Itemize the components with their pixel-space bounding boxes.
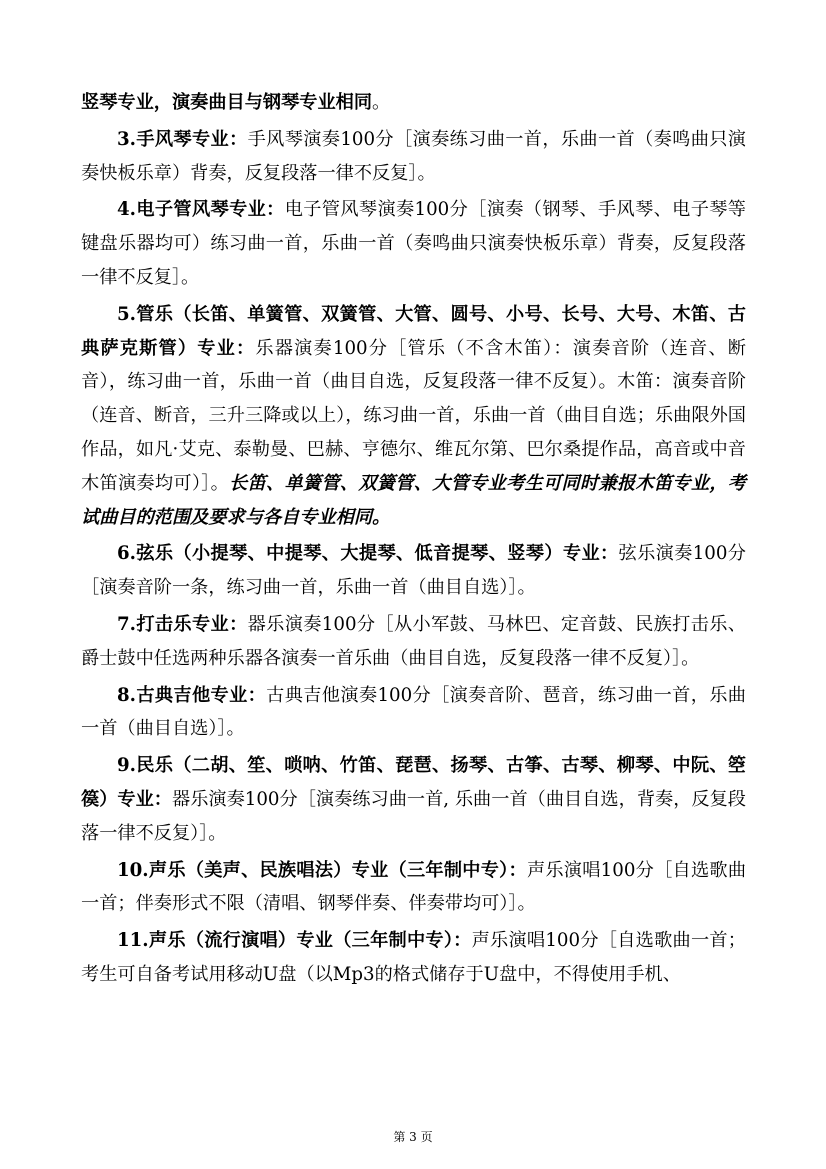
paragraph-text: 弦乐演奏100分［演奏音阶一条，练习曲一首，乐曲一首（曲目自选）］。 bbox=[81, 543, 746, 599]
paragraph bbox=[81, 298, 746, 535]
page-footer: 第 3 页 bbox=[393, 1130, 433, 1144]
paragraph bbox=[81, 679, 746, 747]
paragraph bbox=[81, 537, 746, 605]
paragraph bbox=[81, 854, 746, 922]
paragraph-heading: 8.古典吉他专业： bbox=[117, 684, 267, 706]
paragraph-heading: 竖琴专业，演奏曲目与钢琴专业相同 bbox=[81, 92, 373, 113]
paragraph-emphasis: 长笛、单簧管、双簧管、大管专业考生可同时兼报木笛专业，考试曲目的范围及要求与各自专业相同。 bbox=[81, 472, 746, 528]
paragraph-text: 器乐演奏100分［演奏练习曲一首, 乐曲一首（曲目自选，背奏，反复段落一律不反复）］。 bbox=[81, 788, 746, 844]
paragraph bbox=[81, 749, 746, 850]
paragraph-heading: 9.民乐（二胡、笙、唢呐、竹笛、琵琶、扬琴、古筝、古琴、柳琴、中阮、箜篌）专业： bbox=[81, 755, 746, 810]
paragraph bbox=[81, 193, 746, 294]
paragraph-text: 器乐演奏100分［从小军鼓、马林巴、定音鼓、民族打击乐、爵士鼓中任选两种乐器各演奏一首乐曲（曲目自选，反复段落一律不反复）］。 bbox=[81, 613, 746, 669]
document-body bbox=[81, 86, 746, 995]
paragraph-heading: 4.电子管风琴专业： bbox=[117, 199, 285, 221]
paragraph-text: 手风琴演奏100分［演奏练习曲一首，乐曲一首（奏鸣曲只演奏快板乐章）背奏，反复段落一律不反复］。 bbox=[81, 128, 746, 184]
paragraph-text: 古典吉他演奏100分［演奏音阶、琶音，练习曲一首，乐曲一首（曲目自选）］。 bbox=[81, 684, 746, 740]
paragraph bbox=[81, 608, 746, 676]
paragraph-text: 。 bbox=[372, 92, 391, 113]
paragraph-heading: 5.管乐（长笛、单簧管、双簧管、大管、圆号、小号、长号、大号、木笛、古典萨克斯管）专业： bbox=[81, 303, 746, 359]
paragraph bbox=[81, 86, 746, 120]
paragraph-heading: 7.打击乐专业： bbox=[117, 613, 248, 635]
paragraph-text: 声乐演唱100分［自选歌曲一首；考生可自备考试用移动U盘（以Mp3的格式储存于U盘中，不得使用手机、 bbox=[81, 930, 746, 985]
paragraph-heading: 10.声乐（美声、民族唱法）专业（三年制中专）： bbox=[117, 859, 527, 881]
paragraph bbox=[81, 924, 746, 992]
paragraph-text: 声乐演唱100分［自选歌曲一首；伴奏形式不限（清唱、钢琴伴奏、伴奏带均可）］。 bbox=[81, 859, 747, 915]
paragraph-text: 电子管风琴演奏100分［演奏（钢琴、手风琴、电子琴等键盘乐器均可）练习曲一首，乐曲一首（奏鸣曲只演奏快板乐章）背奏，反复段落一律不反复］。 bbox=[81, 199, 746, 288]
paragraph-text: 乐器演奏100分［管乐（不含木笛）：演奏音阶（连音、断音），练习曲一首，乐曲一首（曲目自选，反复段落一律不反复）。木笛：演奏音阶（连音、断音，三升三降或以上），练习曲一首，乐曲一首（曲目自选；乐曲限外国作品，如凡·艾克、泰勒曼、巴赫、亨德尔、维瓦尔第、巴尔桑提作品，高音或中音木笛演奏均可）］。 bbox=[81, 337, 746, 494]
paragraph bbox=[81, 123, 746, 191]
paragraph-heading: 6.弦乐（小提琴、中提琴、大提琴、低音提琴、竖琴）专业： bbox=[117, 543, 619, 565]
paragraph-heading: 11.声乐（流行演唱）专业（三年制中专）： bbox=[117, 930, 472, 952]
paragraph-heading: 3.手风琴专业： bbox=[117, 128, 248, 150]
